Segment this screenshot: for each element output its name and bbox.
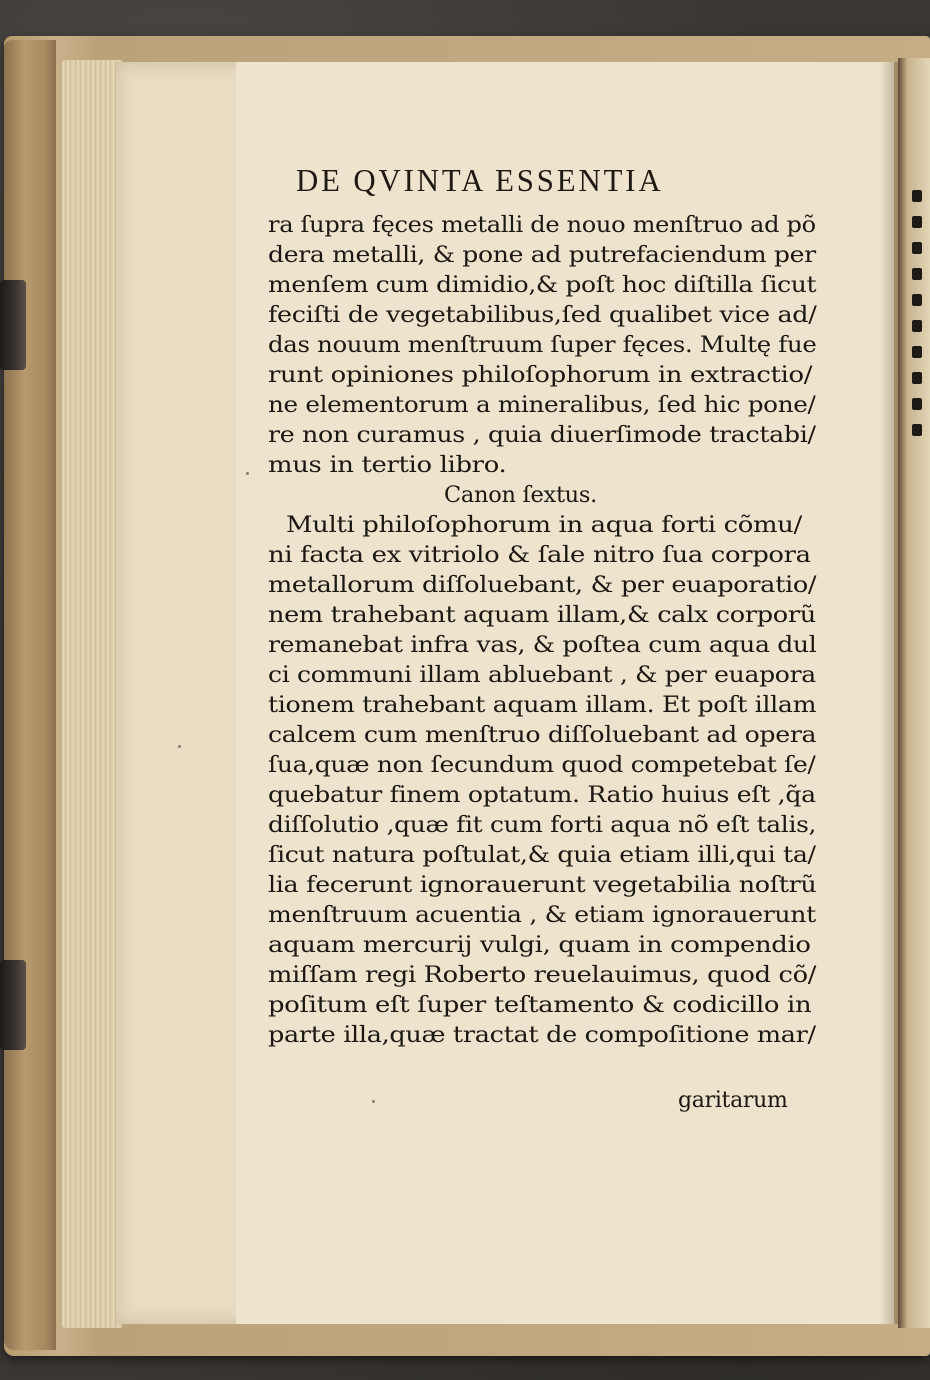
catchword: garitarum [678,1088,788,1113]
text-line: quebatur finem optatum. Ratio huius eſt ,q̃a [268,782,816,808]
text-line: lia fecerunt ignorauerunt vegetabilia noſtrũ [268,872,817,898]
text-line: ra ſupra fęces metalli de nouo menſtruo ad põ [268,212,816,238]
text-line: poſitum eſt ſuper teſtamento & codicillo in [268,992,812,1018]
text-line: calcem cum menſtruo diſſoluebant ad opera [268,722,817,748]
text-line: feciſti de vegetabilibus,ſed qualibet vice ad/ [268,302,817,328]
text-line: metallorum diſſoluebant, & per euaporatio/ [268,572,817,598]
clasp-top [0,280,26,370]
section-heading: Canon ſextus. [444,482,597,508]
text-line: menſtruum acuentia , & etiam ignorauerunt [268,902,816,928]
text-line: tionem trahebant aquam illam. Et poſt illam [268,692,817,718]
text-line: ne elementorum a mineralibus, ſed hic pone/ [268,392,816,418]
text-line: ſicut natura poſtulat,& quia etiam illi,qui ta/ [268,842,816,868]
text-line: aquam mercurij vulgi, quam in compendio [268,932,811,958]
facing-page-text-marks [912,190,924,750]
book-spine-edge [4,40,56,1350]
text-line: runt opiniones philoſophorum in extractio/ [268,362,813,388]
text-line: parte illa,quæ tractat de compoſitione mar/ [268,1022,816,1048]
page-block-edges [62,60,122,1328]
running-head: DE QVINTA ESSENTIA [296,162,664,198]
text-line: mus in tertio libro. [268,452,507,478]
text-line: ſua,quæ non ſecundum quod competebat ſe/ [268,752,816,778]
page-speck [372,1100,375,1103]
text-line: miſſam regi Roberto reuelauimus, quod cõ/ [268,962,817,988]
text-line: das nouum menſtruum ſuper fęces. Multę fue [268,332,817,358]
text-line: ni facta ex vitriolo & ſale nitro ſua corpora [268,542,811,568]
text-line: remanebat infra vas, & poſtea cum aqua dul [268,632,817,658]
page-speck [246,472,249,475]
clasp-bottom [0,960,26,1050]
gutter-shadow [880,62,900,1324]
text-line: dera metalli, & pone ad putrefaciendum per [268,242,816,268]
text-line: menſem cum dimidio,& poſt hoc diſtilla ſicut [268,272,817,298]
page-speck [178,745,181,748]
text-line: re non curamus , quia diuerſimode tractabi/ [268,422,816,448]
text-line: Multi philoſophorum in aqua forti cõmu/ [286,512,802,538]
text-line: ci communi illam abluebant , & per euapora [268,662,816,688]
text-line: diſſolutio ,quæ fit cum forti aqua nõ eſt talis, [268,812,817,838]
text-line: nem trahebant aquam illam,& calx corporũ [268,602,816,628]
